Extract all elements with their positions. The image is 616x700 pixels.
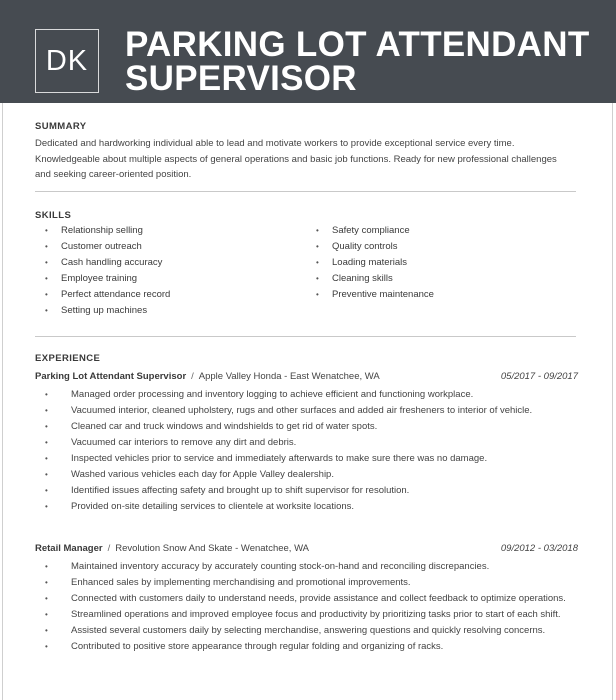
skill-item: • Relationship selling <box>35 223 170 239</box>
skill-item: • Employee training <box>35 271 170 287</box>
experience-heading: EXPERIENCE <box>35 353 101 364</box>
skill-item: • Setting up machines <box>35 303 170 319</box>
skill-item: • Safety compliance <box>306 223 434 239</box>
job-bullet: • Vacuumed car interiors to remove any dirt and debris. <box>45 436 585 450</box>
resume-header <box>0 0 616 103</box>
skill-item: • Customer outreach <box>35 239 170 255</box>
job-dates: 05/2017 - 09/2017 <box>500 371 578 382</box>
job-bullet: • Cleaned car and truck windows and windshields to get rid of water spots. <box>45 420 585 434</box>
resume-title <box>125 25 605 98</box>
section-divider <box>35 191 576 192</box>
job-company: Revolution Snow And Skate - Wenatchee, WA <box>115 543 310 554</box>
skill-item: • Quality controls <box>306 239 434 255</box>
job-separator: / <box>191 371 194 382</box>
summary-text: Dedicated and hardworking individual able to lead and motivate workers to provide exceptional service every time. Knowledgeable about multiple aspects of general operations and basic job functions. Ready for new professional challenges and seeking career-oriented position. <box>35 138 557 180</box>
job-bullet: • Contributed to positive store appearance through regular folding and organizing of racks. <box>45 640 585 654</box>
job-title: Parking Lot Attendant Supervisor <box>35 371 187 382</box>
job-bullet: • Assisted several customers daily by selecting merchandise, answering questions and quickly resolving concerns. <box>45 624 585 638</box>
job-header <box>35 371 578 382</box>
job-bullets <box>45 560 585 656</box>
skill-item: • Perfect attendance record <box>35 287 170 303</box>
section-divider <box>35 336 576 337</box>
title-line-2: SUPERVISOR <box>125 59 357 98</box>
job-bullet: • Connected with customers daily to understand needs, provide assistance and collect feedback to optimize operations. <box>45 592 585 606</box>
skills-list-left <box>35 223 170 319</box>
job-bullet: • Enhanced sales by implementing merchandising and promotional improvements. <box>45 576 585 590</box>
initials-monogram: DK <box>35 29 99 93</box>
skill-item: • Cash handling accuracy <box>35 255 170 271</box>
job-bullets <box>45 388 585 516</box>
skill-item: • Loading materials <box>306 255 434 271</box>
job-separator: / <box>107 543 111 554</box>
title-line-1: PARKING LOT ATTENDANT <box>125 25 590 64</box>
skills-list-right <box>306 223 434 303</box>
skills-heading: SKILLS <box>35 210 72 221</box>
job-company: Apple Valley Honda - East Wenatchee, WA <box>198 371 380 382</box>
job-bullet: • Managed order processing and inventory logging to achieve efficient and functioning workplace. <box>45 388 585 402</box>
skill-item: • Preventive maintenance <box>306 287 434 303</box>
job-bullet: • Streamlined operations and improved employee focus and productivity by prioritizing tasks prior to start of each shift. <box>45 608 585 622</box>
job-bullet: • Vacuumed interior, cleaned upholstery, rugs and other surfaces and added air fresheners to interior of vehicle. <box>45 404 585 418</box>
summary-heading: SUMMARY <box>35 121 87 132</box>
job-bullet: • Provided on-site detailing services to clientele at worksite locations. <box>45 500 585 514</box>
job-bullet: • Identified issues affecting safety and brought up to shift supervisor for resolution. <box>45 484 585 498</box>
job-bullet: • Maintained inventory accuracy by accurately counting stock-on-hand and reconciling discrepancies. <box>45 560 585 574</box>
job-title: Retail Manager <box>35 543 103 554</box>
job-bullet: • Washed various vehicles each day for Apple Valley dealership. <box>45 468 585 482</box>
job-header <box>35 543 578 554</box>
skill-item: • Cleaning skills <box>306 271 434 287</box>
job-bullet: • Inspected vehicles prior to service and immediately afterwards to make sure there was no damage. <box>45 452 585 466</box>
job-dates: 09/2012 - 03/2018 <box>500 543 578 554</box>
